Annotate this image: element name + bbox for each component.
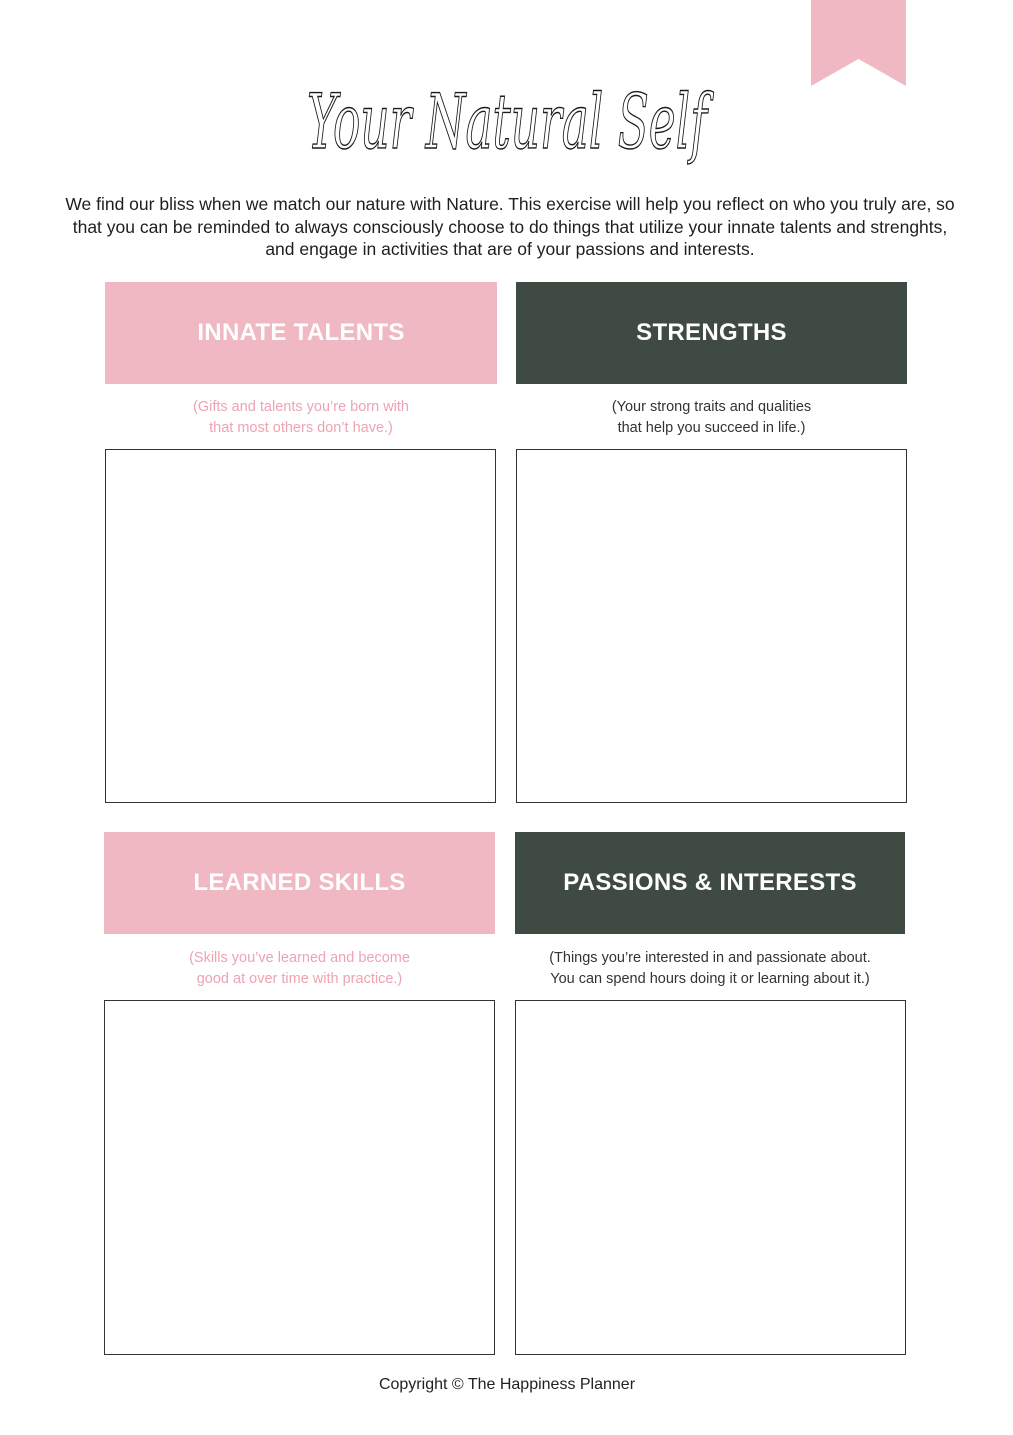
copyright-footer: Copyright © The Happiness Planner [378, 1376, 636, 1393]
section-heading: LEARNED SKILLS [193, 869, 406, 896]
section-hint-innate-talents: (Gifts and talents you’re born with that most others don’t have.) [193, 399, 409, 436]
intro-text: We find our bliss when we match our nature with Nature. This exercise will help you reflect on who you truly are, so that you can be reminded to always consciously choose to do things that utilize your innate talents and strenghts, and engage in activities that are of your passions and interests. [65, 194, 955, 259]
page-title [0, 56, 1014, 186]
writing-box-passions-interests[interactable] [515, 1000, 906, 1355]
section-heading: PASSIONS & INTERESTS [563, 869, 857, 896]
section-hint-strengths: (Your strong traits and qualities that help you succeed in life.) [611, 399, 812, 436]
writing-box-strengths[interactable] [516, 449, 907, 803]
page-title-text: Your Natural Self [307, 77, 715, 166]
section-header-strengths [516, 282, 907, 384]
section-hint-passions-interests: (Things you’re interested in and passionate about. You can spend hours doing it or learning about it.) [549, 950, 871, 987]
section-heading: INNATE TALENTS [197, 319, 405, 346]
section-heading: STRENGTHS [636, 319, 787, 346]
section-header-learned-skills [104, 832, 495, 934]
writing-box-learned-skills[interactable] [104, 1000, 495, 1355]
section-hint-learned-skills: (Skills you’ve learned and become good at over time with practice.) [189, 950, 410, 987]
section-header-innate-talents [105, 282, 497, 384]
section-header-passions-interests [515, 832, 905, 934]
writing-box-innate-talents[interactable] [105, 449, 496, 803]
